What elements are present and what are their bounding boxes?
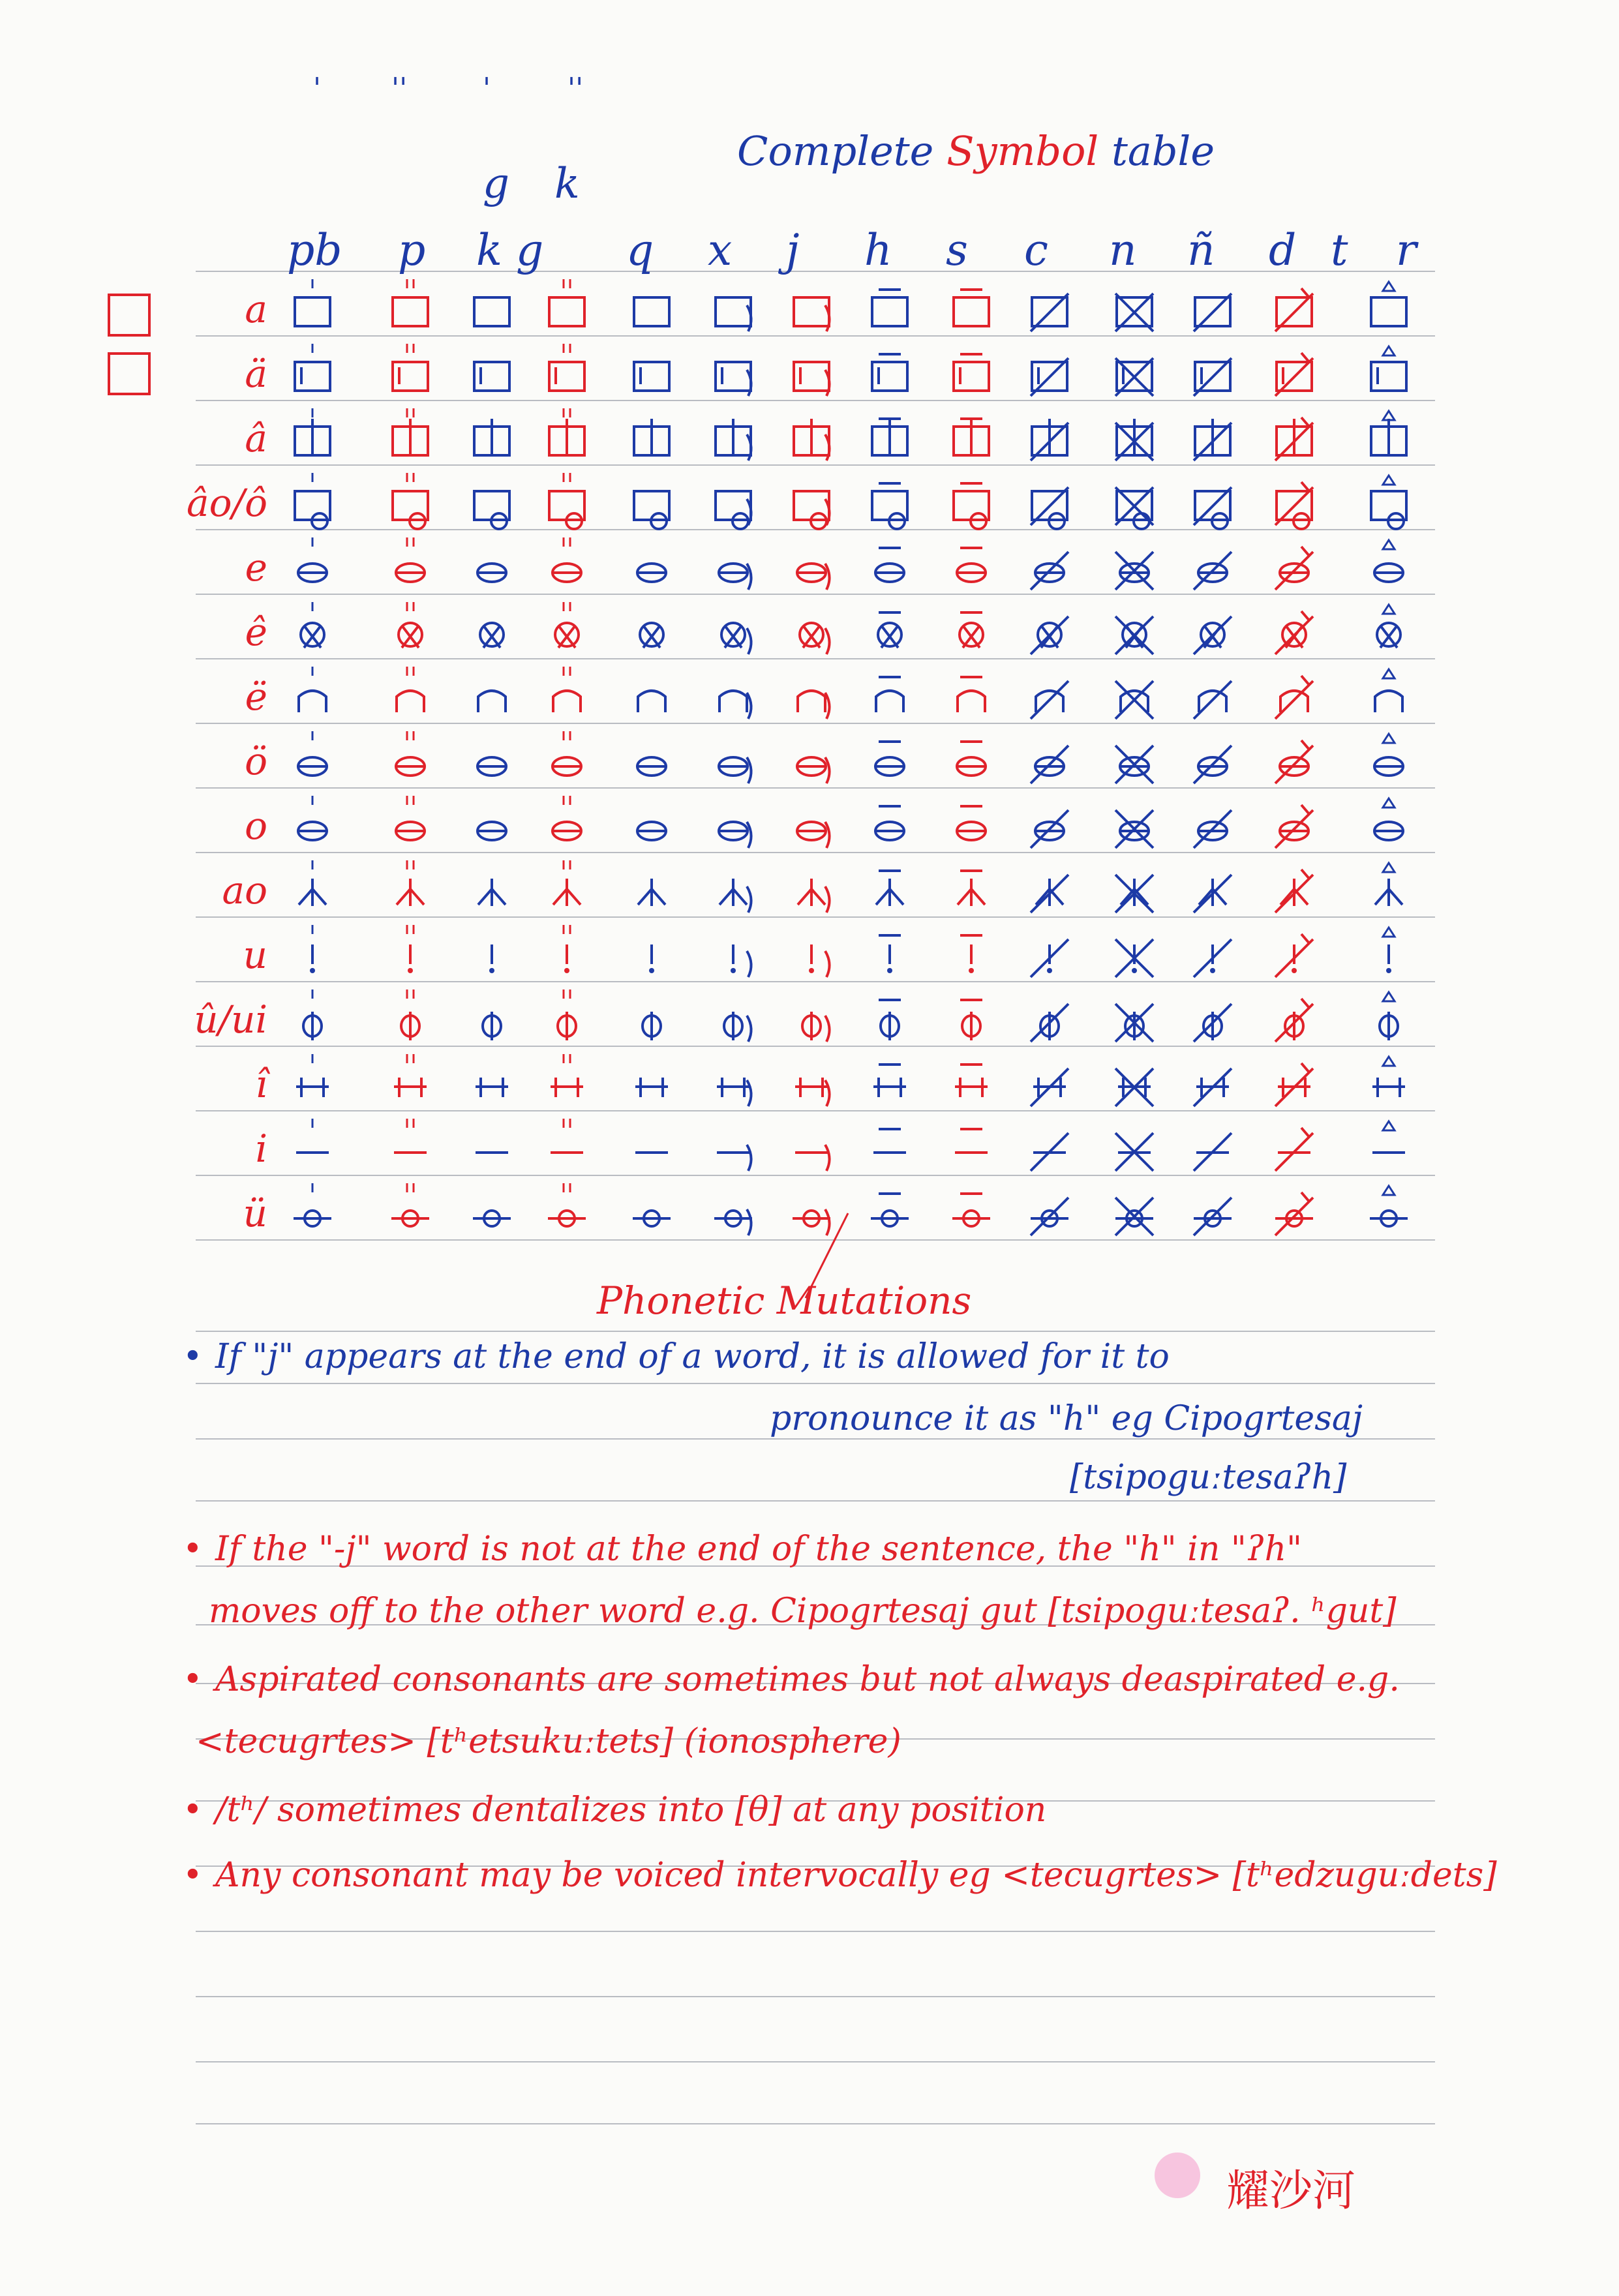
column-header: r xyxy=(1396,225,1417,275)
signature: 耀沙河 xyxy=(1226,2166,1355,2216)
column-header: n xyxy=(1109,225,1137,275)
column-header: x xyxy=(708,225,733,275)
title-part: Complete xyxy=(737,127,947,175)
ink-blot xyxy=(1155,2152,1200,2198)
bullet-icon: • xyxy=(183,1530,203,1569)
column-header: k g xyxy=(476,225,544,275)
column-header: c xyxy=(1024,225,1048,275)
tick-mark: ' xyxy=(483,72,491,105)
vowel-label: âo/ô xyxy=(187,481,267,525)
bullet-icon: • xyxy=(183,1660,203,1699)
note-line: /tʰ/ sometimes dentalizes into [θ] at any position xyxy=(215,1790,1047,1830)
column-header: q xyxy=(626,225,654,275)
vowel-label: ë xyxy=(245,674,267,719)
title-part: table xyxy=(1098,127,1215,175)
vowel-label: ê xyxy=(245,610,267,654)
vowel-label: ü xyxy=(243,1191,267,1235)
vowel-label: o xyxy=(245,804,267,848)
column-header: j xyxy=(786,225,800,275)
note-line: <tecugrtes> [tʰetsukuːtets] (ionosphere) xyxy=(196,1722,901,1761)
note-line: [tsipoguːtesaʔh] xyxy=(1070,1458,1347,1497)
note-line: Any consonant may be voiced intervocally eg <tecugrtes> [tʰedzuguːdets] xyxy=(215,1856,1497,1895)
vowel-label: e xyxy=(245,545,267,590)
vowel-label: i xyxy=(255,1126,267,1171)
column-sub-label: k xyxy=(554,160,580,208)
column-header: d xyxy=(1269,225,1297,275)
vowel-label: î xyxy=(255,1062,267,1106)
column-header: pb xyxy=(287,225,342,275)
note-line: pronounce it as "h" eg Cipogrtesaj xyxy=(770,1399,1363,1438)
note-line: If the "-j" word is not at the end of the sentence, the "h" in "ʔh" xyxy=(215,1530,1303,1569)
note-line: moves off to the other word e.g. Cipogrtesaj gut [tsipoguːtesaʔ. ʰgut] xyxy=(209,1592,1397,1631)
title-part: Symbol xyxy=(946,127,1099,175)
column-header: p xyxy=(398,225,426,275)
bullet-icon: • xyxy=(183,1790,203,1830)
vowel-label: ao xyxy=(222,868,267,913)
column-sub-label: g xyxy=(483,160,509,208)
tick-mark: '' xyxy=(567,72,584,105)
section-title: Phonetic Mutations xyxy=(597,1278,972,1323)
tick-mark: '' xyxy=(391,72,408,105)
vowel-label: ä xyxy=(245,352,267,396)
vowel-label: a xyxy=(245,287,267,331)
column-header: t xyxy=(1331,225,1348,275)
bullet-icon: • xyxy=(183,1856,203,1895)
bullet-icon: • xyxy=(183,1337,203,1376)
note-line: If "j" appears at the end of a word, it is allowed for it to xyxy=(215,1337,1170,1376)
column-header: h xyxy=(864,225,892,275)
vowel-label: u xyxy=(243,933,267,977)
vowel-label: â xyxy=(245,416,267,461)
tick-mark: ' xyxy=(313,72,322,105)
vowel-label: ö xyxy=(245,739,267,783)
vowel-label: û/ui xyxy=(194,997,267,1042)
note-line: Aspirated consonants are sometimes but not always deaspirated e.g. xyxy=(215,1660,1400,1699)
column-header: ñ xyxy=(1187,225,1215,275)
column-header: s xyxy=(946,225,968,275)
